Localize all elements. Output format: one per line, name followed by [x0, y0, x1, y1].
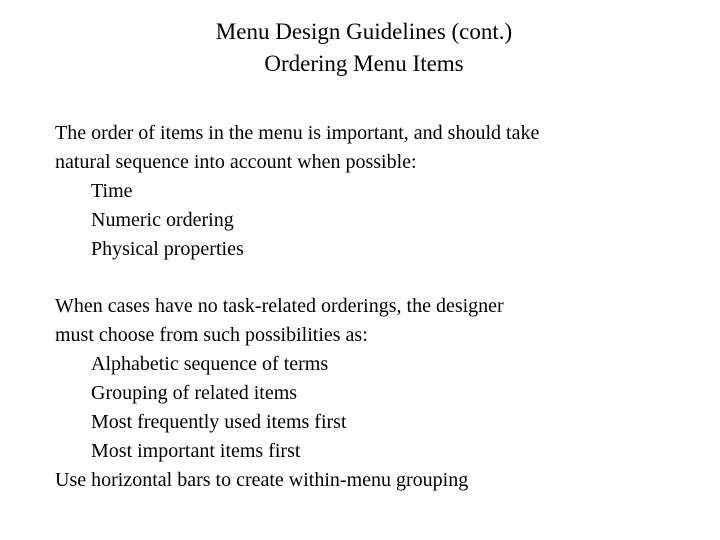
section2-intro-line-2: must choose from such possibilities as:	[55, 324, 368, 347]
slide-body	[55, 119, 695, 495]
list-item: Physical properties	[91, 237, 244, 260]
list-item: Most important items first	[91, 439, 301, 462]
list-item: Most frequently used items first	[91, 411, 347, 434]
title-line-1: Menu Design Guidelines (cont.)	[215, 19, 513, 44]
section1-intro-line-2: natural sequence into account when possible:	[55, 150, 417, 173]
list-item: Numeric ordering	[91, 208, 234, 231]
section1-intro-line-1: The order of items in the menu is important, and should take	[55, 122, 540, 144]
section2-intro-line-1: When cases have no task-related orderings, the designer	[55, 295, 504, 318]
title-line-2: Ordering Menu Items	[264, 51, 464, 76]
list-item: Grouping of related items	[91, 382, 298, 405]
list-item: Alphabetic sequence of terms	[91, 353, 329, 376]
section-spacer	[55, 264, 695, 293]
list-item: Time	[91, 179, 133, 202]
slide-title	[0, 16, 720, 80]
closing-line: Use horizontal bars to create within-menu grouping	[55, 468, 469, 491]
